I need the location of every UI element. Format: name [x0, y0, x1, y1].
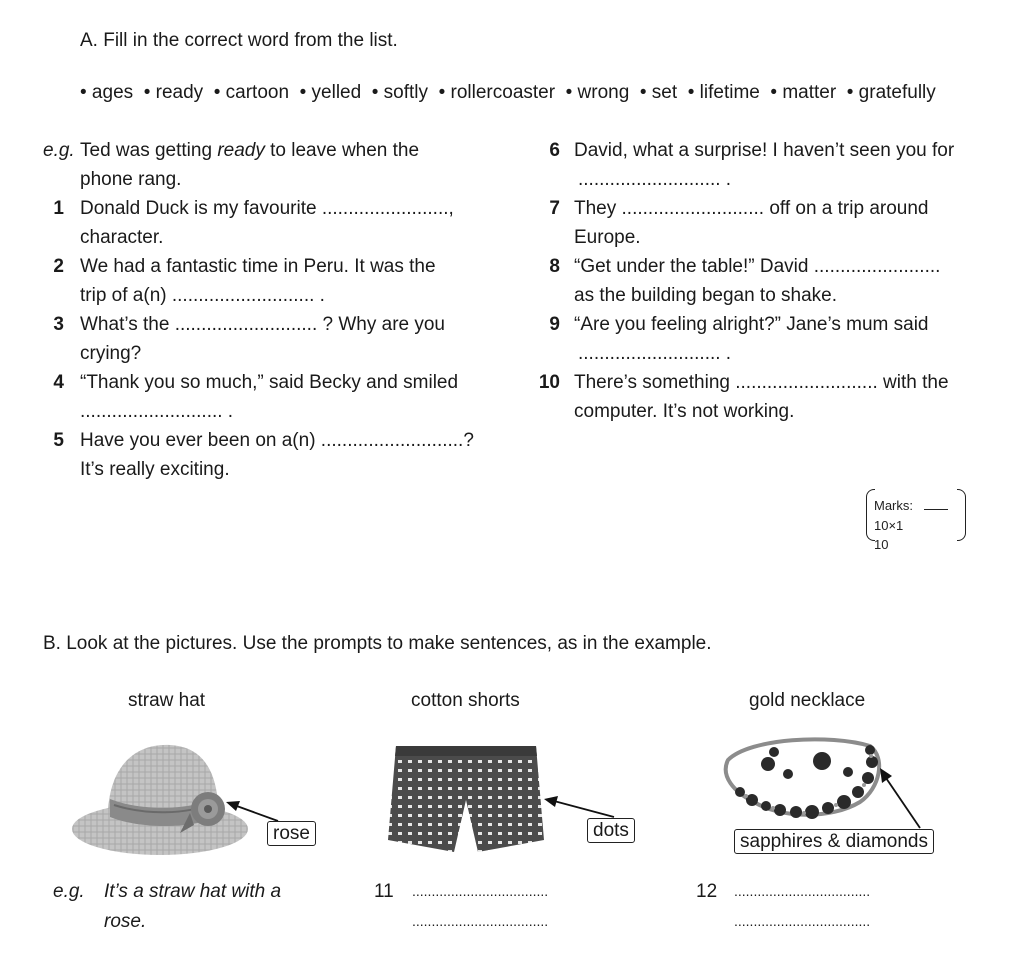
word-ready: • ready — [143, 82, 204, 103]
marks-label: Marks: — [874, 498, 913, 513]
word-wrong: • wrong — [565, 82, 630, 103]
item-number: 1 — [53, 198, 64, 219]
b-example-number: e.g. — [53, 881, 85, 902]
item-line1: “Are you feeling alright?” Jane’s mum said — [574, 314, 929, 335]
b-answer-number-12: 12 — [696, 881, 718, 902]
label-sapphires-diamonds: sapphires & diamonds — [734, 829, 934, 854]
b-answer-number-11: 11 — [374, 881, 394, 902]
picture-title-hat: straw hat — [128, 690, 206, 711]
marks-bracket-right — [957, 489, 966, 541]
b-example-line2: rose. — [104, 911, 147, 932]
item-number: 7 — [549, 198, 560, 219]
example-text-pre: Ted was getting — [80, 140, 218, 161]
marks-formula: 10×1 — [874, 518, 904, 533]
item-number: 9 — [549, 314, 560, 335]
word-lifetime: • lifetime — [687, 82, 760, 103]
item-number: 4 — [53, 372, 64, 393]
marks-blank — [924, 509, 948, 510]
word-matter: • matter — [770, 82, 837, 103]
item-line2: character. — [80, 227, 164, 248]
b-answer-line-11a: ................................... — [412, 883, 549, 899]
marks-bracket-left — [866, 489, 875, 541]
item-number: 8 — [549, 256, 560, 277]
item-number: 6 — [549, 140, 560, 161]
item-line2: crying? — [80, 343, 142, 364]
item-line1: “Get under the table!” David ........................ — [574, 256, 941, 277]
cotton-shorts-image — [386, 740, 546, 858]
section-b-heading: B. Look at the pictures. Use the prompts to make sentences, as in the example. — [43, 633, 712, 654]
word-set: • set — [639, 82, 678, 103]
arrow-sapphires — [876, 766, 926, 836]
b-answer-line-12b: ................................... — [734, 913, 871, 929]
item-line2: trip of a(n) ........................... . — [80, 285, 325, 306]
gold-necklace-image — [710, 730, 890, 825]
label-rose: rose — [267, 821, 316, 846]
item-line2: Europe. — [574, 227, 641, 248]
word-list — [80, 82, 936, 104]
item-line1: They ........................... off on a trip around — [574, 198, 929, 219]
item-line1: David, what a surprise! I haven’t seen you for — [574, 140, 955, 161]
word-gratefully: • gratefully — [846, 82, 936, 103]
item-line2: ........................... . — [80, 401, 234, 422]
item-number: 5 — [53, 430, 64, 451]
section-a-heading: A. Fill in the correct word from the list. — [80, 30, 398, 51]
word-rollercoaster: • rollercoaster — [438, 82, 556, 103]
word-cartoon: • cartoon — [213, 82, 290, 103]
example-text-post: to leave when the — [264, 140, 420, 161]
item-line1: What’s the ........................... ? Why are you — [80, 314, 445, 335]
b-answer-line-12a: ................................... — [734, 883, 871, 899]
item-line2: ........................... . — [578, 169, 732, 190]
item-line1: Donald Duck is my favourite ........................, — [80, 198, 454, 219]
marks-box — [866, 487, 966, 552]
item-number: 2 — [53, 256, 64, 277]
item-line1: “Thank you so much,” said Becky and smiled — [80, 372, 459, 393]
picture-title-shorts: cotton shorts — [411, 690, 520, 711]
marks-total: 10 — [874, 537, 889, 552]
b-example-line1: It’s a straw hat with a — [104, 881, 282, 902]
example-sentence — [80, 136, 419, 165]
item-line1: We had a fantastic time in Peru. It was the — [80, 256, 436, 277]
word-ages: • ages — [80, 82, 134, 103]
item-line2: as the building began to shake. — [574, 285, 838, 306]
example-answer: ready — [217, 140, 265, 161]
item-number: 3 — [53, 314, 64, 335]
item-line2: ........................... . — [578, 343, 732, 364]
word-softly: • softly — [371, 82, 429, 103]
item-line2: It’s really exciting. — [80, 459, 230, 480]
item-line1: There’s something ........................... with the — [574, 372, 949, 393]
example-number: e.g. — [43, 140, 75, 161]
example-sentence-line2: phone rang. — [80, 169, 182, 190]
item-number: 10 — [538, 372, 560, 393]
item-line1: Have you ever been on a(n) ...........................? — [80, 430, 474, 451]
label-dots: dots — [587, 818, 635, 843]
b-answer-line-11b: ................................... — [412, 913, 549, 929]
item-line2: computer. It’s not working. — [574, 401, 795, 422]
picture-title-necklace: gold necklace — [749, 690, 866, 711]
word-yelled: • yelled — [299, 82, 362, 103]
